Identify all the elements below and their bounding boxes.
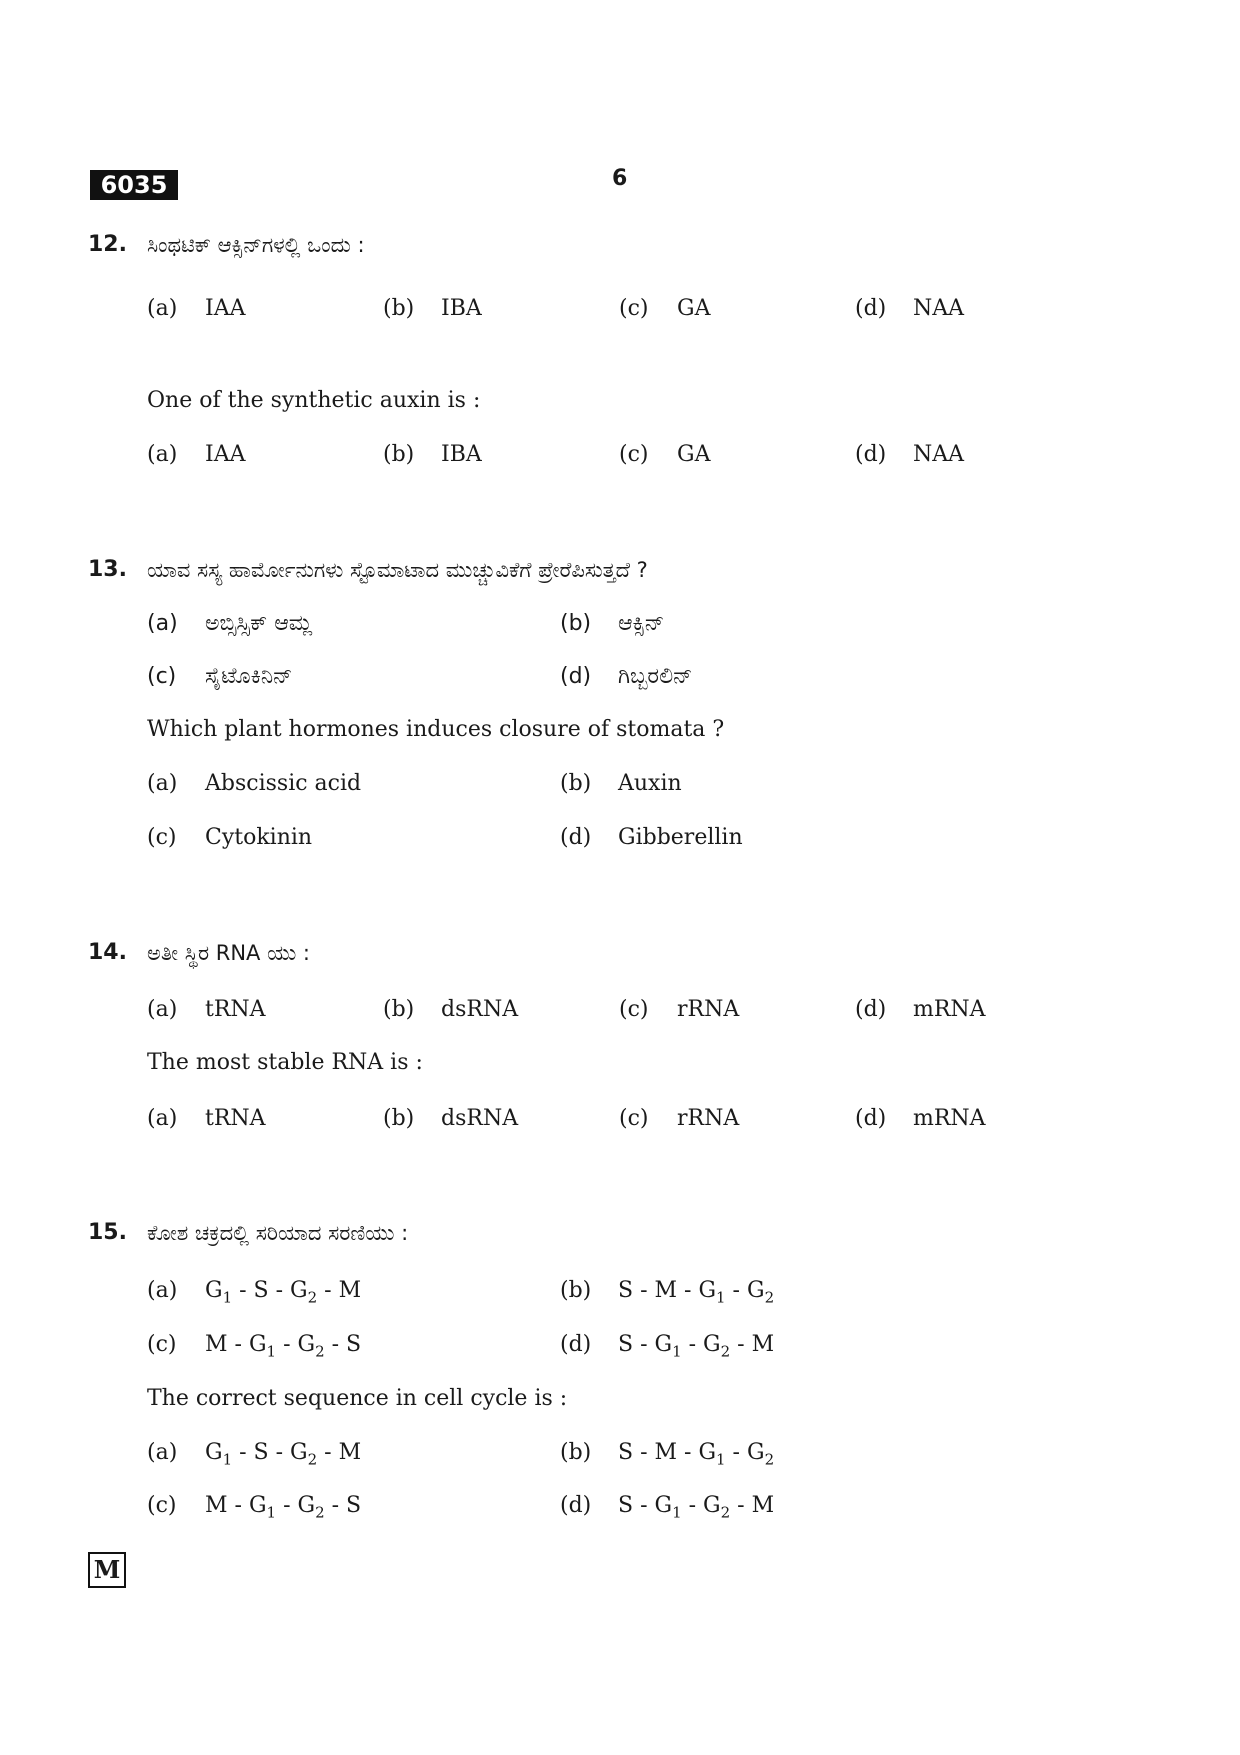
q14-kn-option-a: (a) tRNA <box>147 997 266 1022</box>
question-12-english: One of the synthetic auxin is : <box>147 388 481 413</box>
q14-kn-option-b: (b) dsRNA <box>383 997 519 1022</box>
q15-en-option-d: (d) S - $G_1 - G_2$ - M <box>560 1493 775 1522</box>
paper-code: 6035 <box>90 170 178 200</box>
q14-en-option-b: (b) dsRNA <box>383 1106 519 1131</box>
q15-kn-option-b: (b) S - M - $G_1 - G_2$ <box>560 1278 775 1307</box>
q14-kn-option-d: (d) mRNA <box>855 997 986 1022</box>
q12-kn-option-a: (a) IAA <box>147 296 246 321</box>
q13-en-option-b: (b) Auxin <box>560 771 682 796</box>
question-13-english: Which plant hormones induces closure of stomata ? <box>147 717 725 742</box>
question-number-13: 13. <box>88 557 127 582</box>
question-14-english: The most stable RNA is : <box>147 1050 423 1075</box>
q14-en-option-d: (d) mRNA <box>855 1106 986 1131</box>
q14-en-option-c: (c) rRNA <box>619 1106 740 1131</box>
question-14-kannada: ಅತೀ ಸ್ಥಿರ RNA ಯು : <box>147 941 311 965</box>
q13-en-option-c: (c) Cytokinin <box>147 825 313 850</box>
question-number-12: 12. <box>88 232 127 257</box>
q13-kn-option-a: (a) ಅಬ್ಸಿಸ್ಸಿಕ್ ಆಮ್ಲ <box>147 611 313 636</box>
q15-kn-option-a: (a) $G_1$ - S - $G_2$ - M <box>147 1278 362 1307</box>
q14-en-option-a: (a) tRNA <box>147 1106 266 1131</box>
q15-en-option-c: (c) M - $G_1 - G_2$ - S <box>147 1493 362 1522</box>
question-number-14: 14. <box>88 940 127 965</box>
question-12-kannada: ಸಿಂಥಟಿಕ್ ಆಕ್ಸಿನ್‌ಗಳಲ್ಲಿ ಒಂದು : <box>147 233 365 257</box>
question-15-kannada: ಕೋಶ ಚಕ್ರದಲ್ಲಿ ಸರಿಯಾದ ಸರಣಿಯು : <box>147 1221 409 1245</box>
q14-kn-option-c: (c) rRNA <box>619 997 740 1022</box>
q12-kn-option-d: (d) NAA <box>855 296 965 321</box>
medium-mark: M <box>88 1552 126 1588</box>
question-number-15: 15. <box>88 1220 127 1245</box>
q13-en-option-a: (a) Abscissic acid <box>147 771 362 796</box>
q15-en-option-a: (a) $G_1$ - S - $G_2$ - M <box>147 1440 362 1469</box>
q12-en-option-c: (c) GA <box>619 442 711 467</box>
page-number: 6 <box>612 166 628 191</box>
q12-en-option-b: (b) IBA <box>383 442 482 467</box>
q15-kn-option-d: (d) S - $G_1 - G_2$ - M <box>560 1332 775 1361</box>
q15-en-option-b: (b) S - M - $G_1 - G_2$ <box>560 1440 775 1469</box>
q13-kn-option-c: (c) ಸೈಟೊಕಿನಿನ್ <box>147 664 293 689</box>
q13-en-option-d: (d) Gibberellin <box>560 825 743 850</box>
q15-kn-option-c: (c) M - $G_1 - G_2$ - S <box>147 1332 362 1361</box>
q12-kn-option-c: (c) GA <box>619 296 711 321</box>
q12-en-option-d: (d) NAA <box>855 442 965 467</box>
q13-kn-option-b: (b) ಆಕ್ಸಿನ್ <box>560 611 665 636</box>
q12-en-option-a: (a) IAA <box>147 442 246 467</box>
question-13-kannada: ಯಾವ ಸಸ್ಯ ಹಾರ್ಮೋನುಗಳು ಸ್ಟೊಮಾಟಾದ ಮುಚ್ಚುವಿಕೆಗೆ ಪ್ರೇರೆಪಿಸುತ್ತದೆ ? <box>147 558 648 582</box>
q12-kn-option-b: (b) IBA <box>383 296 482 321</box>
question-15-english: The correct sequence in cell cycle is : <box>147 1386 568 1411</box>
q13-kn-option-d: (d) ಗಿಬ್ಬರಲಿನ್ <box>560 664 693 689</box>
